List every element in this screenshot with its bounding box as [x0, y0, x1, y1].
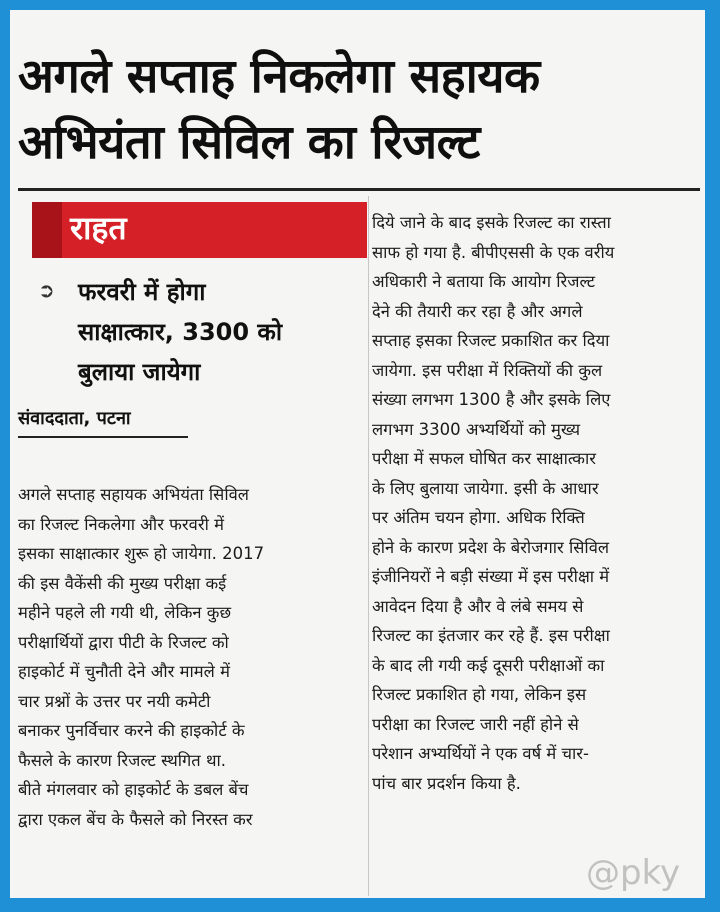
watermark: @pky: [586, 853, 681, 893]
tag-banner-accent: [32, 202, 62, 258]
subhead-line-3: बुलाया जायेगा: [78, 358, 201, 386]
paragraph-line: इसका साक्षात्कार शुरू हो जायेगा. 2017: [18, 544, 265, 563]
byline-rule: [18, 436, 188, 438]
byline: संवाददाता, पटना: [18, 408, 131, 429]
headline-line-1: अगले सप्ताह निकलेगा सहायक: [18, 49, 540, 104]
paragraph-line: का रिजल्ट निकलेगा और फरवरी में: [18, 514, 224, 534]
paragraph-line: बीते मंगलवार को हाइकोर्ट के डबल बेंच: [18, 780, 249, 799]
paragraph-line: परेशान अभ्यर्थियों ने एक वर्ष में चार-: [372, 744, 589, 763]
paragraph-line: रिजल्ट का इंतजार कर रहे हैं. इस परीक्षा: [372, 626, 610, 645]
paragraph-line: चार प्रश्नों के उत्तर पर नयी कमेटी: [18, 691, 211, 711]
paragraph-line: रिजल्ट प्रकाशित हो गया, लेकिन इस: [372, 685, 587, 704]
subheadline: [78, 272, 363, 392]
paragraph-line: के बाद ली गयी कई दूसरी परीक्षाओं का: [372, 655, 605, 675]
arrow-bullet-icon: ➲: [38, 278, 55, 302]
paragraph-line: दिये जाने के बाद इसके रिजल्ट का रास्ता: [372, 213, 611, 232]
headline-rule: [18, 188, 700, 191]
paragraph-line: पर अंतिम चयन होगा. अधिक रिक्ति: [372, 508, 585, 527]
paragraph-line: देने की तैयारी कर रहा है और अगले: [372, 301, 583, 321]
paragraph-line: अधिकारी ने बताया कि आयोग रिजल्ट: [372, 272, 596, 291]
paragraph-line: हाइकोर्ट में चुनौती देने और मामले में: [18, 662, 230, 681]
paragraph-line: जायेगा. इस परीक्षा में रिक्तियों की कुल: [372, 360, 603, 380]
news-clipping: [10, 10, 705, 898]
paragraph-line: संख्या लगभग 1300 है और इसके लिए: [372, 390, 611, 409]
paragraph-line: परीक्षा का रिजल्ट जारी नहीं होने से: [372, 714, 579, 734]
paragraph-line: परीक्षार्थियों द्वारा पीटी के रिजल्ट को: [18, 632, 229, 652]
subhead-line-2: साक्षात्कार, 3300 को: [78, 318, 283, 346]
column-divider: [368, 196, 369, 896]
tag-banner: [32, 202, 367, 258]
subhead-line-1: फरवरी में होगा: [78, 278, 206, 306]
paragraph-line: इंजीनियरों ने बड़ी संख्या में इस परीक्षा में: [372, 567, 610, 586]
headline-line-2: अभियंता सिविल का रिजल्ट: [18, 115, 480, 170]
paragraph-line: साफ हो गया है. बीपीएससी के एक वरीय: [372, 242, 615, 262]
paragraph-line: परीक्षा में सफल घोषित कर साक्षात्कार: [372, 449, 596, 468]
paragraph-line: पांच बार प्रदर्शन किया है.: [372, 773, 521, 793]
headline: [18, 44, 698, 176]
paragraph-line: सप्ताह इसका रिजल्ट प्रकाशित कर दिया: [372, 331, 610, 350]
paragraph-line: फैसले के कारण रिजल्ट स्थगित था.: [18, 750, 227, 770]
tag-label: राहत: [70, 209, 127, 247]
article-column-1: [18, 480, 358, 834]
paragraph-line: के लिए बुलाया जायेगा. इसी के आधार: [372, 478, 599, 498]
paragraph-line: की इस वैकेंसी की मुख्य परीक्षा कई: [18, 573, 227, 593]
paragraph-line: लगभग 3300 अभ्यर्थियों को मुख्य: [372, 419, 581, 439]
paragraph-line: होने के कारण प्रदेश के बेरोजगार सिविल: [372, 537, 610, 557]
paragraph-line: महीने पहले ली गयी थी, लेकिन कुछ: [18, 603, 232, 622]
paragraph-line: आवेदन दिया है और वे लंबे समय से: [372, 596, 584, 616]
paragraph-line: अगले सप्ताह सहायक अभियंता सिविल: [18, 485, 249, 504]
paragraph-line: द्वारा एकल बेंच के फैसले को निरस्त कर: [18, 809, 253, 829]
paragraph-line: बनाकर पुनर्विचार करने की हाइकोर्ट के: [18, 721, 245, 740]
article-column-2: [372, 208, 702, 798]
